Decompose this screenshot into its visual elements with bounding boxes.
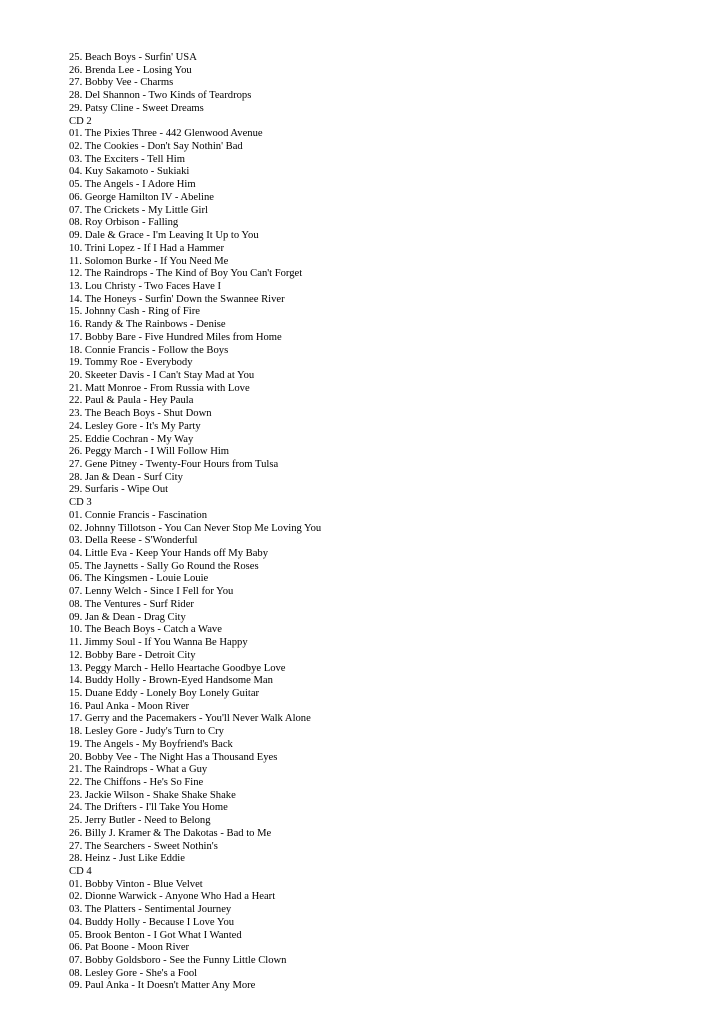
track-line: 27. The Searchers - Sweet Nothin's xyxy=(69,840,218,852)
track-line: 10. The Beach Boys - Catch a Wave xyxy=(69,624,222,636)
track-line: 19. Tommy Roe - Everybody xyxy=(69,357,193,369)
track-line: 03. The Platters - Sentimental Journey xyxy=(69,904,232,916)
track-line: 20. Bobby Vee - The Night Has a Thousand Eyes xyxy=(69,751,278,763)
track-line: 09. Jan & Dean - Drag City xyxy=(69,611,186,623)
track-line: 16. Paul Anka - Moon River xyxy=(69,700,190,712)
track-line: 03. The Exciters - Tell Him xyxy=(69,153,185,165)
track-line: 06. The Kingsmen - Louie Louie xyxy=(69,573,209,585)
track-line: 09. Paul Anka - It Doesn't Matter Any More xyxy=(69,980,256,992)
track-list xyxy=(69,52,709,993)
track-line: 19. The Angels - My Boyfriend's Back xyxy=(69,738,233,750)
track-line: 01. Connie Francis - Fascination xyxy=(69,509,207,521)
track-line: 16. Randy & The Rainbows - Denise xyxy=(69,319,226,331)
track-line: 08. Roy Orbison - Falling xyxy=(69,217,179,229)
track-line: 29. Patsy Cline - Sweet Dreams xyxy=(69,102,204,114)
track-line: 22. The Chiffons - He's So Fine xyxy=(69,776,204,788)
cd-heading: CD 3 xyxy=(69,497,92,509)
track-line: 28. Jan & Dean - Surf City xyxy=(69,471,183,483)
track-line: 22. Paul & Paula - Hey Paula xyxy=(69,395,194,407)
track-line: 27. Bobby Vee - Charms xyxy=(69,77,174,89)
track-line: 15. Duane Eddy - Lonely Boy Lonely Guitar xyxy=(69,687,260,699)
track-line: 17. Gerry and the Pacemakers - You'll Never Walk Alone xyxy=(69,713,311,725)
track-line: 04. Buddy Holly - Because I Love You xyxy=(69,916,235,928)
track-line: 13. Peggy March - Hello Heartache Goodbye Love xyxy=(69,662,286,674)
track-line: 27. Gene Pitney - Twenty-Four Hours from Tulsa xyxy=(69,459,279,470)
cd-heading: CD 4 xyxy=(69,866,92,877)
track-line: 24. Lesley Gore - It's My Party xyxy=(69,420,201,432)
track-line: 18. Lesley Gore - Judy's Turn to Cry xyxy=(69,726,224,738)
track-line: 28. Heinz - Just Like Eddie xyxy=(69,853,185,865)
cd-heading: CD 2 xyxy=(69,115,92,127)
track-line: 23. Jackie Wilson - Shake Shake Shake xyxy=(69,789,236,801)
track-line: 06. George Hamilton IV - Abeline xyxy=(69,191,214,203)
track-line: 24. The Drifters - I'll Take You Home xyxy=(69,802,228,814)
track-line: 03. Della Reese - S'Wonderful xyxy=(69,535,198,547)
track-line: 08. Lesley Gore - She's a Fool xyxy=(69,967,198,979)
track-line: 29. Surfaris - Wipe Out xyxy=(69,484,169,496)
track-line: 01. Bobby Vinton - Blue Velvet xyxy=(69,878,203,890)
track-line: 11. Solomon Burke - If You Need Me xyxy=(69,255,229,267)
track-line: 23. The Beach Boys - Shut Down xyxy=(69,408,212,420)
track-line: 05. The Jaynetts - Sally Go Round the Roses xyxy=(69,560,259,572)
track-line: 14. Buddy Holly - Brown-Eyed Handsome Man xyxy=(69,675,273,687)
track-line: 02. Dionne Warwick - Anyone Who Had a Heart xyxy=(69,891,276,903)
track-line: 02. Johnny Tillotson - You Can Never Stop Me Loving You xyxy=(69,522,322,534)
track-line: 08. The Ventures - Surf Rider xyxy=(69,598,194,610)
track-line: 20. Skeeter Davis - I Can't Stay Mad at You xyxy=(69,369,255,381)
track-line: 07. Lenny Welch - Since I Fell for You xyxy=(69,586,234,598)
track-line: 14. The Honeys - Surfin' Down the Swannee River xyxy=(69,293,285,305)
track-line: 18. Connie Francis - Follow the Boys xyxy=(69,344,229,356)
track-line: 01. The Pixies Three - 442 Glenwood Avenue xyxy=(69,128,263,140)
track-line: 21. Matt Monroe - From Russia with Love xyxy=(69,382,250,394)
track-line: 04. Little Eva - Keep Your Hands off My Baby xyxy=(69,548,268,560)
track-line: 25. Jerry Butler - Need to Belong xyxy=(69,815,211,827)
track-line: 28. Del Shannon - Two Kinds of Teardrops xyxy=(69,90,252,102)
document-page xyxy=(69,52,709,993)
track-line: 26. Peggy March - I Will Follow Him xyxy=(69,446,230,458)
track-line: 09. Dale & Grace - I'm Leaving It Up to You xyxy=(69,230,259,242)
track-line: 15. Johnny Cash - Ring of Fire xyxy=(69,306,200,318)
track-line: 05. The Angels - I Adore Him xyxy=(69,179,196,191)
track-line: 26. Billy J. Kramer & The Dakotas - Bad to Me xyxy=(69,827,272,839)
track-line: 17. Bobby Bare - Five Hundred Miles from Home xyxy=(69,331,282,343)
track-line: 26. Brenda Lee - Losing You xyxy=(69,64,192,76)
track-line: 02. The Cookies - Don't Say Nothin' Bad xyxy=(69,141,243,153)
track-line: 13. Lou Christy - Two Faces Have I xyxy=(69,280,222,292)
track-line: 06. Pat Boone - Moon River xyxy=(69,942,190,954)
track-line: 10. Trini Lopez - If I Had a Hammer xyxy=(69,242,225,254)
track-line: 12. The Raindrops - The Kind of Boy You Can't Forget xyxy=(69,268,303,280)
track-line: 25. Beach Boys - Surfin' USA xyxy=(69,52,197,63)
track-line: 21. The Raindrops - What a Guy xyxy=(69,764,208,776)
track-line: 25. Eddie Cochran - My Way xyxy=(69,433,194,445)
track-line: 11. Jimmy Soul - If You Wanna Be Happy xyxy=(69,637,248,649)
track-line: 07. Bobby Goldsboro - See the Funny Little Clown xyxy=(69,955,287,967)
track-line: 05. Brook Benton - I Got What I Wanted xyxy=(69,929,242,941)
track-line: 12. Bobby Bare - Detroit City xyxy=(69,649,196,661)
track-line: 07. The Crickets - My Little Girl xyxy=(69,204,208,216)
track-line: 04. Kuy Sakamoto - Sukiaki xyxy=(69,166,190,178)
